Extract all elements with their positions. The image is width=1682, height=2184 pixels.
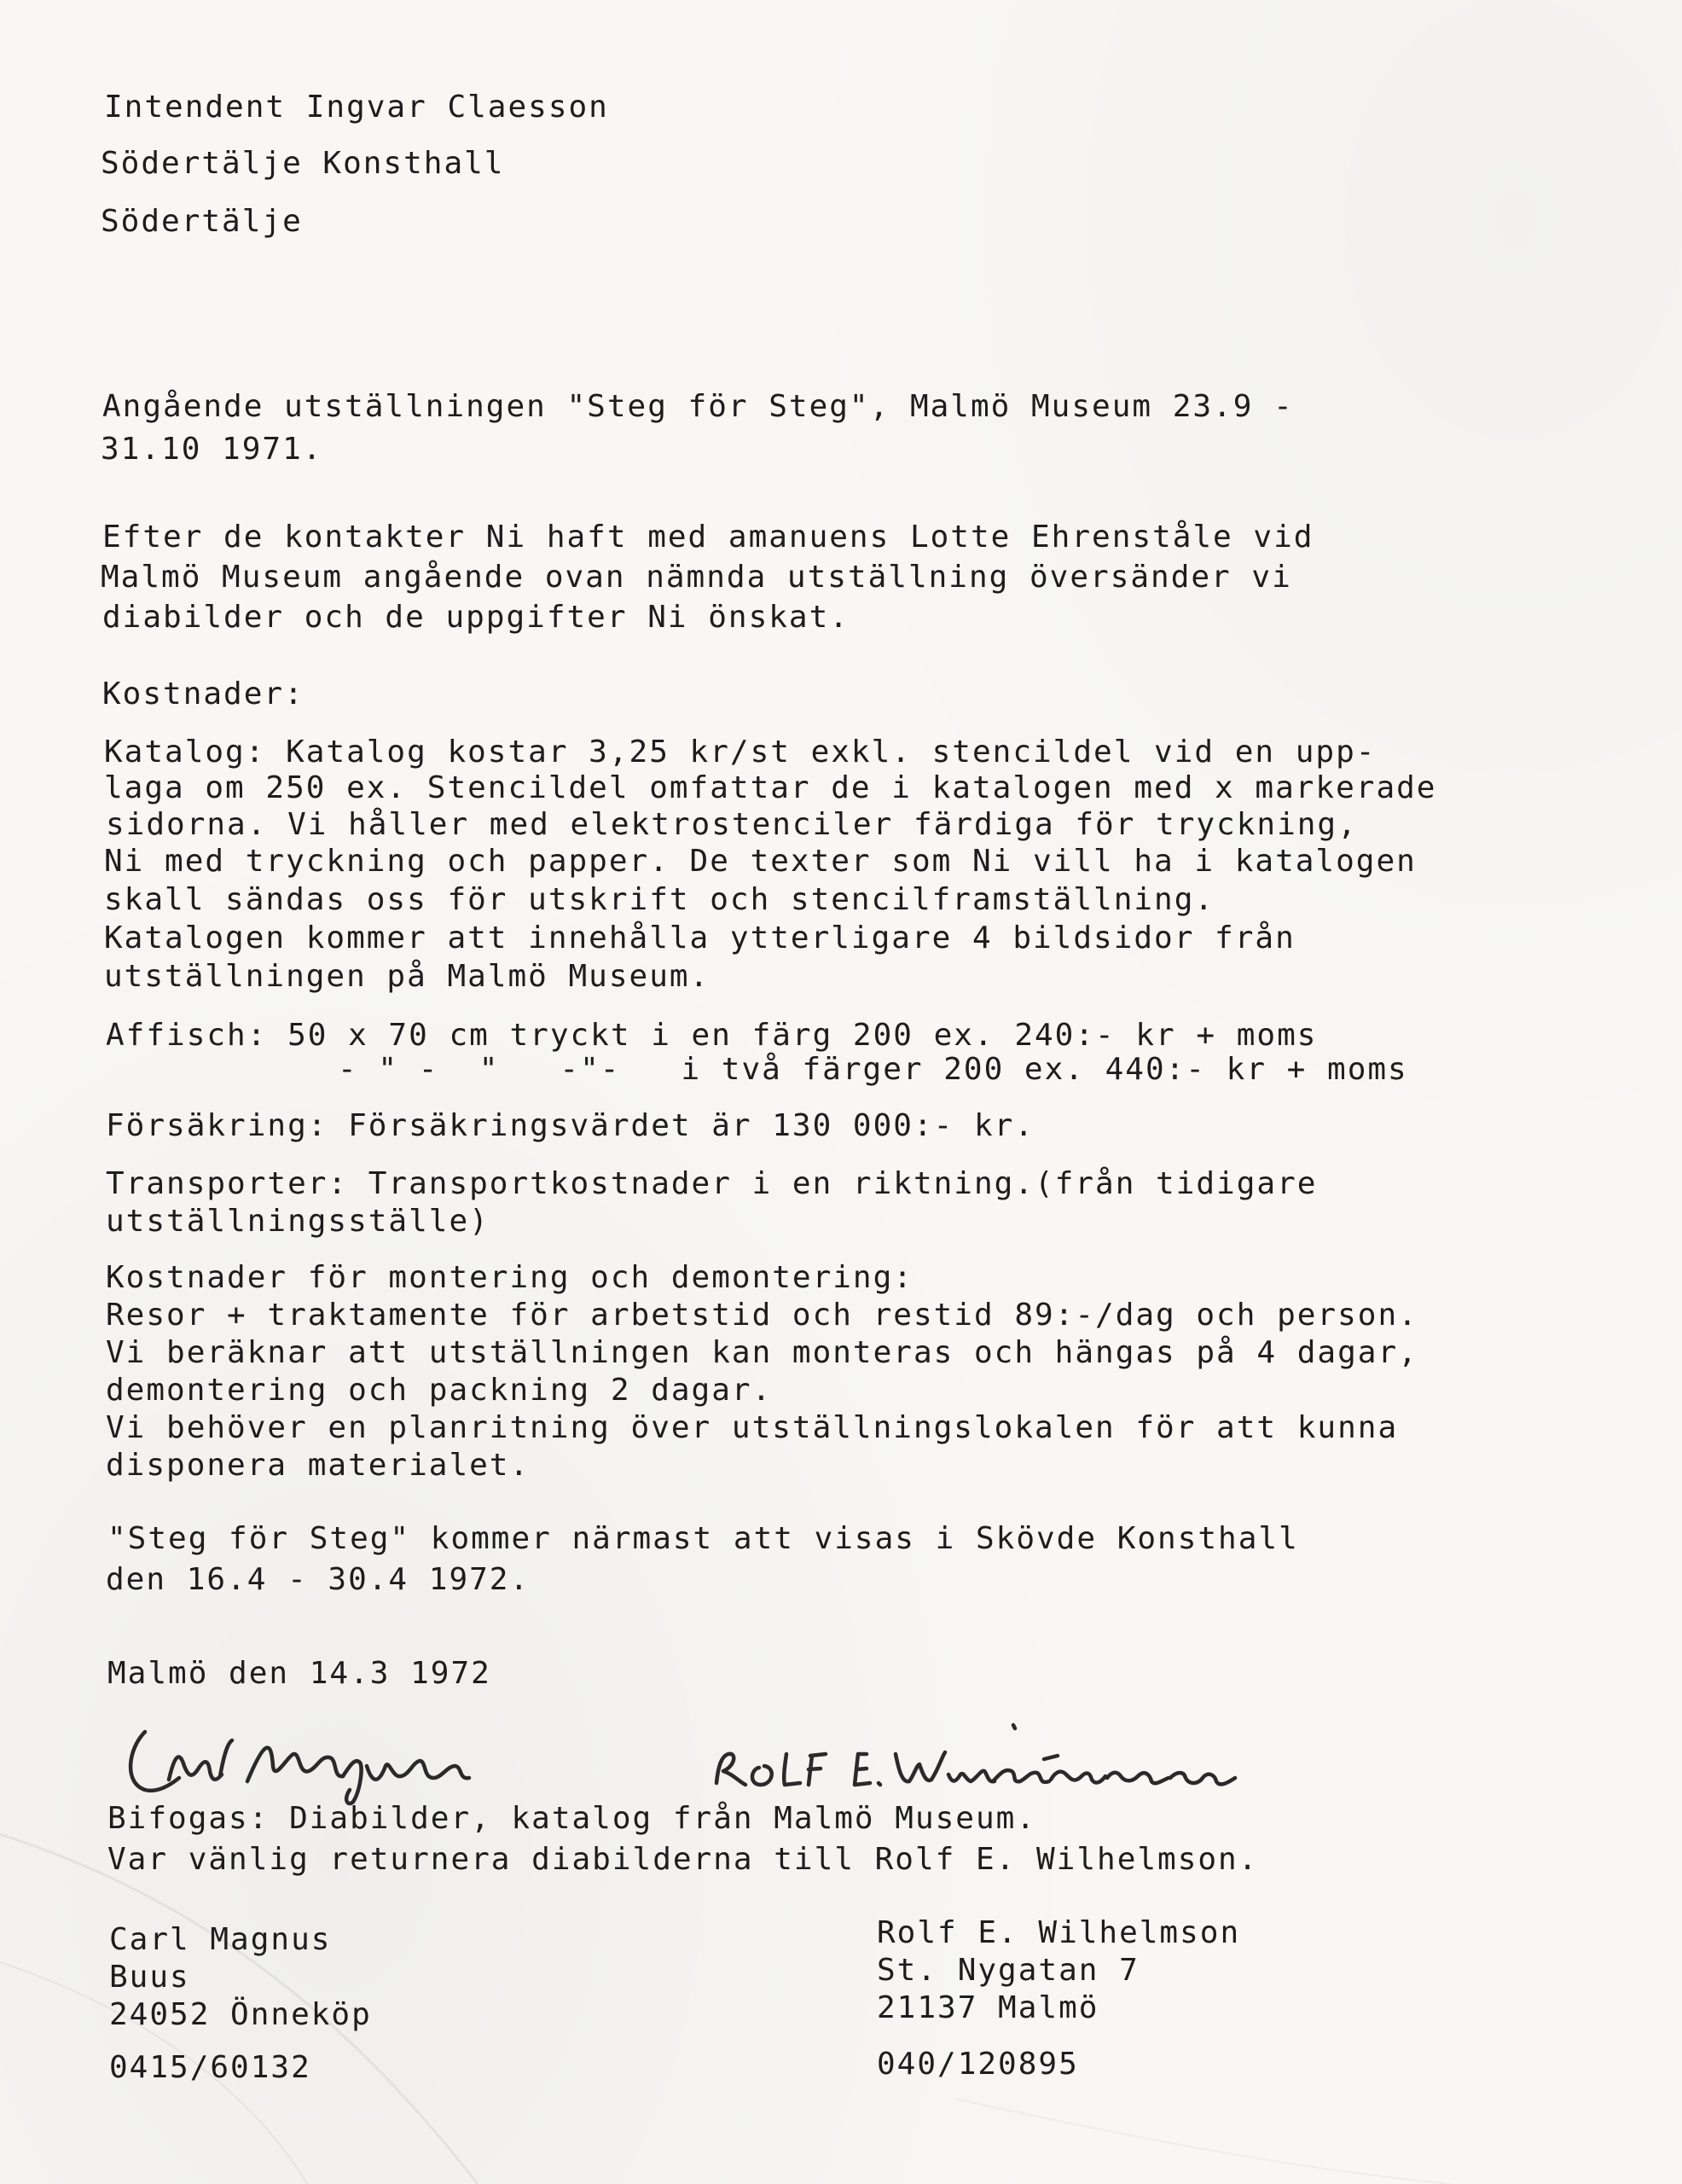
sender-left-name: Carl Magnus: [109, 1922, 332, 1957]
montering-line-6: disponera materialet.: [106, 1448, 531, 1483]
sender-right-name: Rolf E. Wilhelmson: [877, 1915, 1241, 1950]
katalog-line-6: Katalogen kommer att innehålla ytterligare 4 bildsidor från: [104, 921, 1296, 956]
sender-left-phone: 0415/60132: [109, 2050, 311, 2085]
sender-right-phone: 040/120895: [877, 2047, 1079, 2082]
affisch-line-2: - " - " -"- i två färger 200 ex. 440:- kr + moms: [338, 1052, 1408, 1087]
forsakring-line: Försäkring: Försäkringsvärdet är 130 000:- kr.: [106, 1108, 1035, 1143]
next-show-line-1: "Steg för Steg" kommer närmast att visas i Skövde Konsthall: [107, 1521, 1299, 1556]
subject-line-1: Angående utställningen "Steg för Steg", Malmö Museum 23.9 -: [102, 389, 1294, 424]
date-line: Malmö den 14.3 1972: [107, 1656, 491, 1691]
subject-line-2: 31.10 1971.: [101, 432, 323, 467]
sender-left-line-2: Buus: [109, 1960, 190, 1995]
montering-line-3: Vi beräknar att utställningen kan monteras och hängas på 4 dagar,: [106, 1335, 1418, 1370]
affisch-line-1: Affisch: 50 x 70 cm tryckt i en färg 200 ex. 240:- kr + moms: [106, 1018, 1318, 1053]
montering-line-4: demontering och packning 2 dagar.: [106, 1373, 773, 1408]
montering-line-2: Resor + traktamente för arbetstid och restid 89:-/dag och person.: [106, 1298, 1418, 1333]
recipient-line-2: Södertälje Konsthall: [101, 146, 505, 181]
katalog-line-5: skall sändas oss för utskrift och stencilframställning.: [104, 882, 1215, 917]
intro-line-1: Efter de kontakter Ni haft med amanuens Lotte Ehrenståle vid: [102, 520, 1314, 555]
next-show-line-2: den 16.4 - 30.4 1972.: [106, 1562, 531, 1597]
sender-right-line-2: St. Nygatan 7: [877, 1953, 1140, 1988]
enclosures-line-2: Var vänlig returnera diabilderna till Rolf E. Wilhelmson.: [107, 1842, 1259, 1877]
recipient-line-1: Intendent Ingvar Claesson: [104, 90, 609, 125]
katalog-line-2: laga om 250 ex. Stencildel omfattar de i katalogen med x markerade: [104, 770, 1437, 805]
montering-line-1: Kostnader för montering och demontering:: [106, 1260, 914, 1295]
katalog-line-1: Katalog: Katalog kostar 3,25 kr/st exkl. stencildel vid en upp-: [104, 735, 1377, 770]
transporter-line-1: Transporter: Transportkostnader i en riktning.(från tidigare: [106, 1166, 1318, 1201]
intro-line-2: Malmö Museum angående ovan nämnda utställning översänder vi: [101, 560, 1292, 595]
signature-right-text: [716, 1740, 1080, 1778]
katalog-line-7: utställningen på Malmö Museum.: [104, 959, 710, 994]
intro-line-3: diabilder och de uppgifter Ni önskat.: [102, 600, 850, 635]
sender-right-line-3: 21137 Malmö: [877, 1990, 1099, 2025]
sender-left-line-3: 24052 Önneköp: [109, 1997, 372, 2032]
katalog-line-4: Ni med tryckning och papper. De texter som Ni vill ha i katalogen: [104, 844, 1417, 879]
katalog-line-3: sidorna. Vi håller med elektrostenciler färdiga för tryckning,: [106, 807, 1358, 842]
enclosures-line-1: Bifogas: Diabilder, katalog från Malmö Museum.: [107, 1801, 1036, 1836]
transporter-line-2: utställningsställe): [106, 1204, 490, 1239]
signature-left-text: [136, 1740, 358, 1778]
montering-line-5: Vi behöver en planritning över utställningslokalen för att kunna: [106, 1410, 1399, 1445]
costs-heading: Kostnader:: [102, 677, 304, 712]
recipient-line-3: Södertälje: [101, 204, 303, 239]
